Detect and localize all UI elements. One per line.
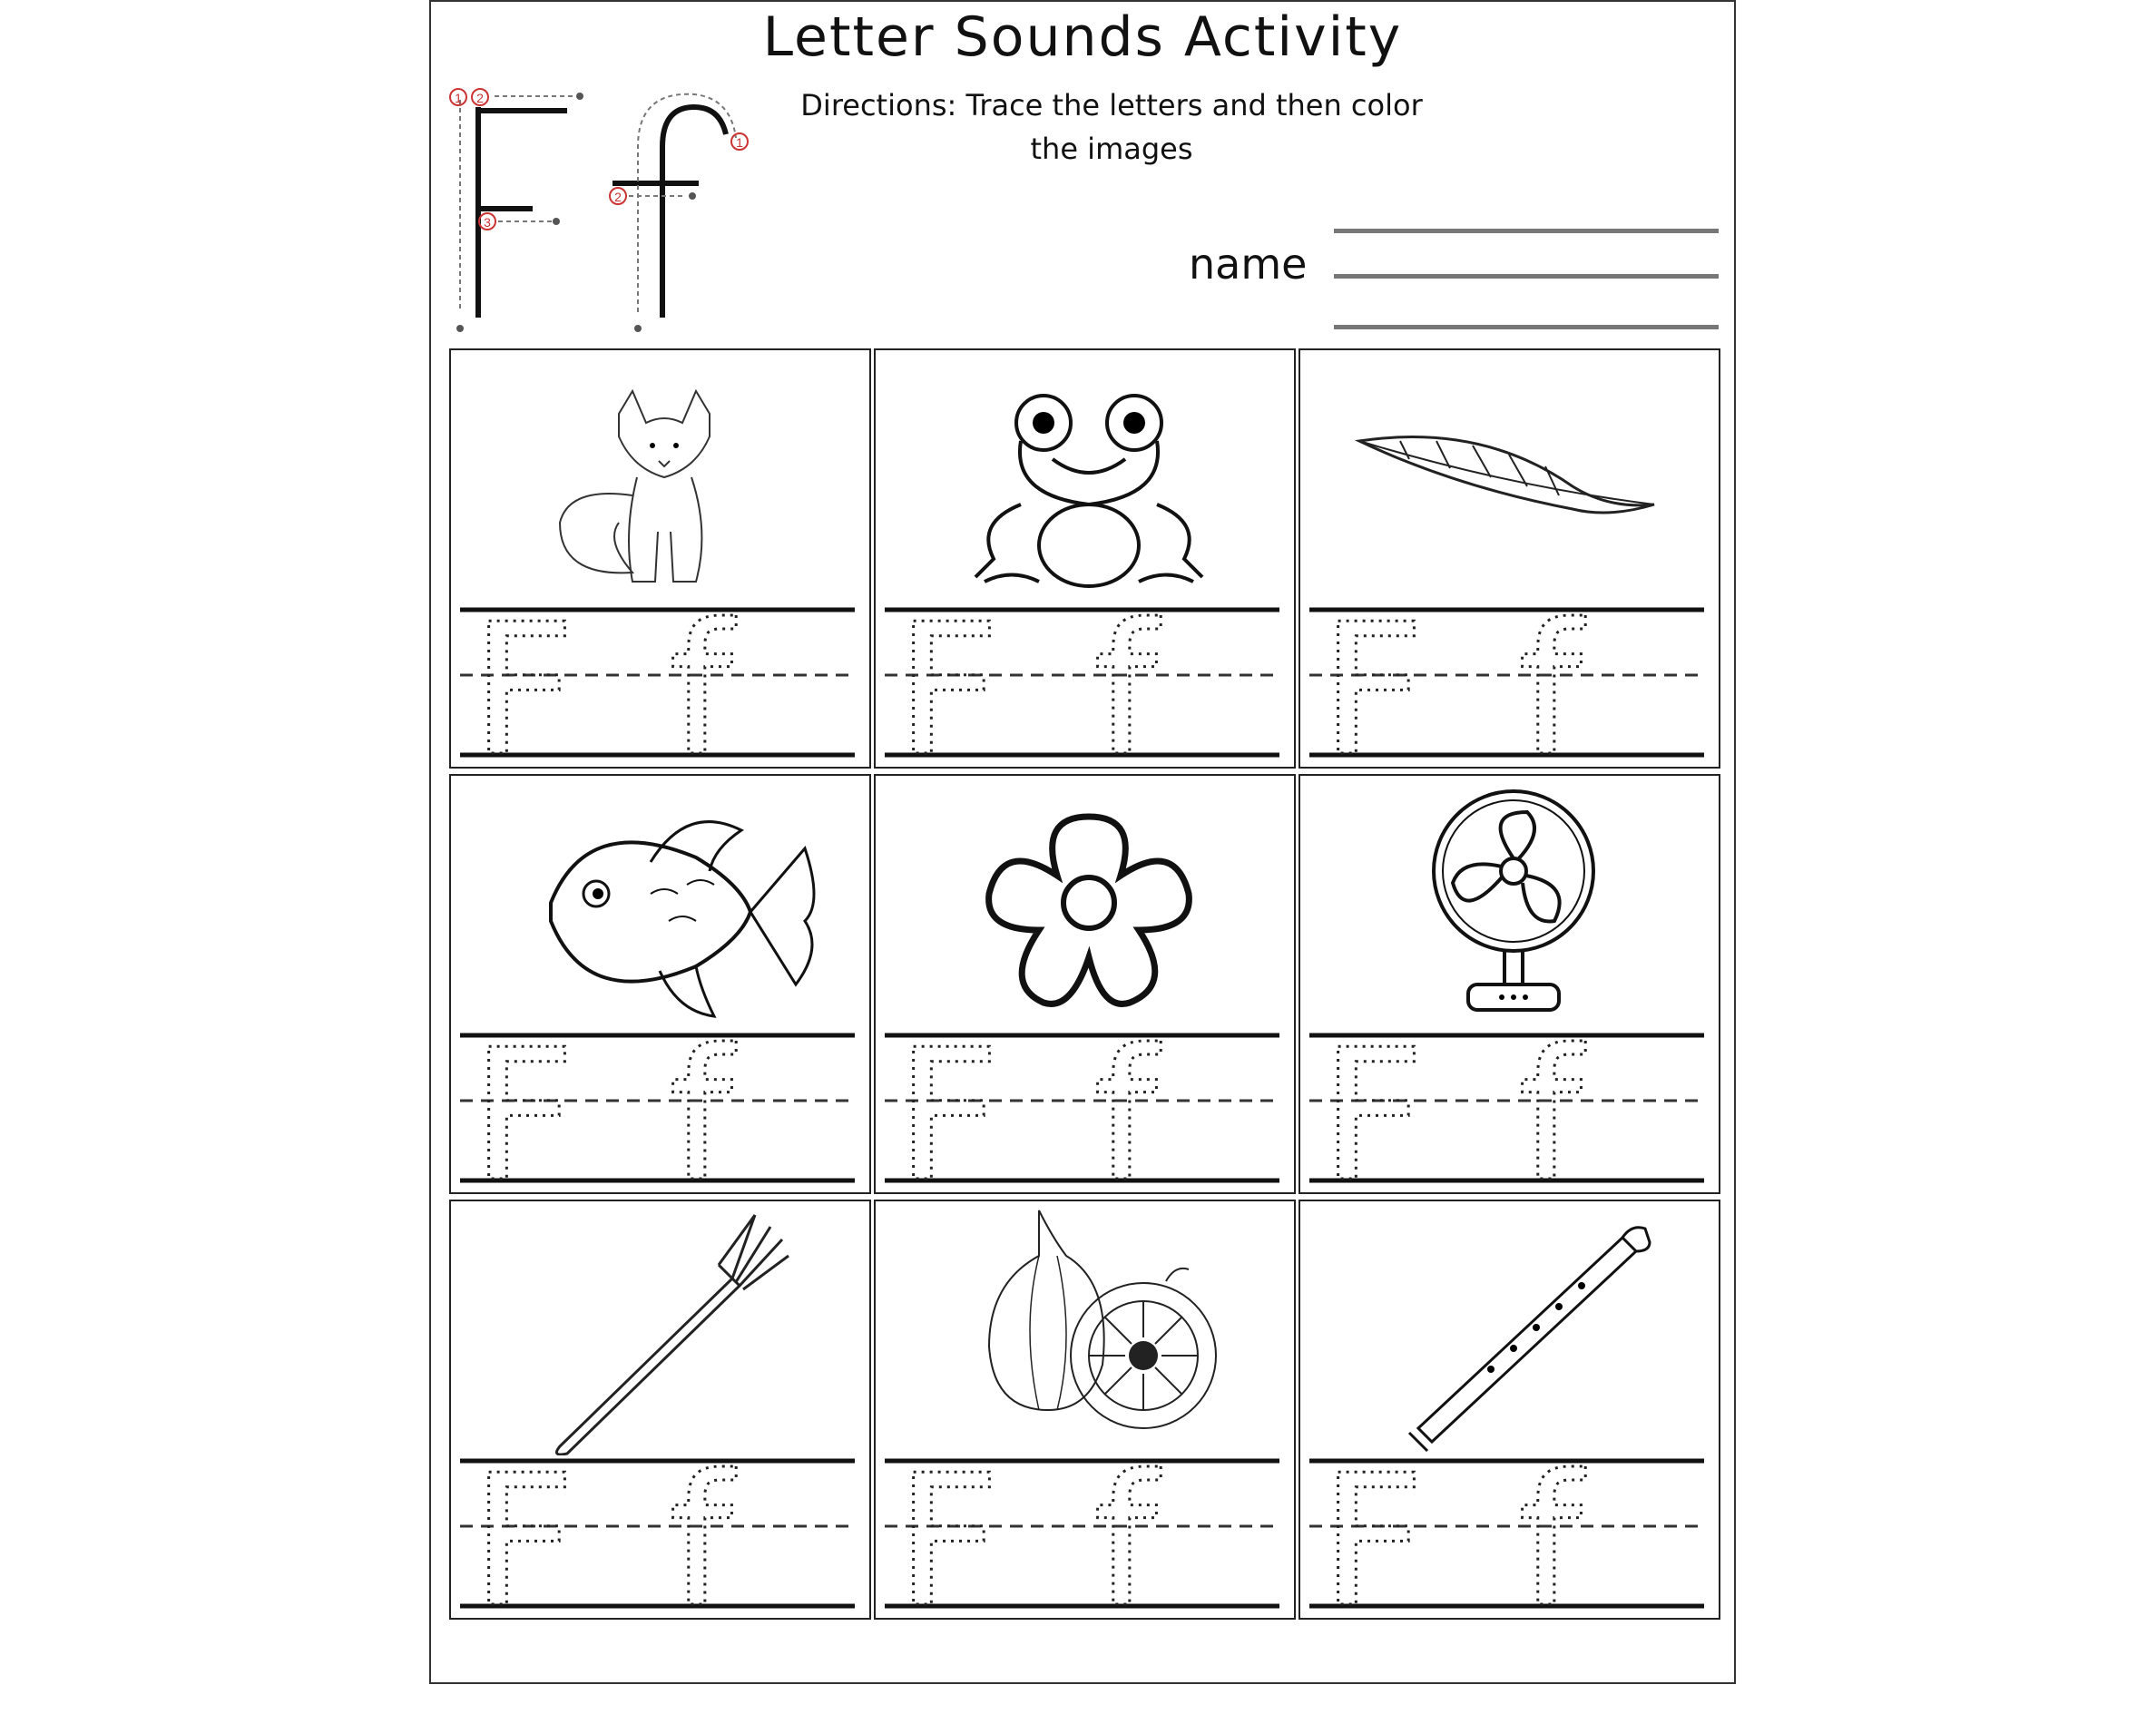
fox-icon — [451, 350, 873, 604]
tracing-lines[interactable] — [876, 1452, 1298, 1620]
dotted-uppercase-letter: F — [1320, 1026, 1426, 1194]
dotted-uppercase-letter: F — [1320, 1452, 1426, 1620]
name-label: name — [1189, 240, 1308, 289]
picture-cell — [449, 774, 871, 1194]
name-line[interactable] — [1334, 274, 1719, 279]
tracing-lines[interactable] — [451, 1026, 873, 1194]
dotted-lowercase-letter: f — [1518, 1452, 1583, 1620]
picture-cell — [874, 1200, 1296, 1620]
fish-icon — [451, 776, 873, 1030]
dotted-uppercase-letter: F — [1320, 601, 1426, 769]
dotted-lowercase-letter: f — [1518, 1026, 1583, 1194]
picture-cell — [449, 348, 871, 769]
lowercase-f-guide — [610, 94, 748, 332]
dotted-uppercase-letter: F — [896, 1452, 1001, 1620]
flute-icon — [1300, 1201, 1722, 1455]
fig-icon — [876, 1201, 1298, 1455]
fan-icon — [1300, 776, 1722, 1030]
name-line — [1334, 325, 1719, 329]
stroke-number: 1 — [455, 91, 462, 105]
tracing-lines[interactable] — [451, 1452, 873, 1620]
dotted-uppercase-letter: F — [896, 601, 1001, 769]
stroke-number: 2 — [476, 91, 484, 105]
tracing-lines[interactable] — [1300, 601, 1722, 769]
dotted-lowercase-letter: f — [669, 601, 733, 769]
picture-cell — [1298, 774, 1720, 1194]
picture-cell — [874, 774, 1296, 1194]
dotted-lowercase-letter: f — [1093, 1452, 1158, 1620]
name-line — [1334, 229, 1719, 233]
dotted-uppercase-letter: F — [471, 1452, 576, 1620]
uppercase-f-guide — [450, 89, 583, 332]
dotted-lowercase-letter: f — [1518, 601, 1583, 769]
dotted-lowercase-letter: f — [669, 1026, 733, 1194]
worksheet — [429, 0, 1736, 1684]
frog-icon — [876, 350, 1298, 604]
dotted-lowercase-letter: f — [1093, 601, 1158, 769]
tracing-lines[interactable] — [1300, 1026, 1722, 1194]
stroke-number: 1 — [736, 135, 743, 150]
picture-cell — [449, 1200, 871, 1620]
feather-icon — [1300, 350, 1722, 604]
tracing-lines[interactable] — [1300, 1452, 1722, 1620]
tracing-lines[interactable] — [876, 601, 1298, 769]
fork-icon — [451, 1201, 873, 1455]
dotted-lowercase-letter: f — [1093, 1026, 1158, 1194]
dotted-uppercase-letter: F — [896, 1026, 1001, 1194]
tracing-lines[interactable] — [451, 601, 873, 769]
dotted-uppercase-letter: F — [471, 1026, 576, 1194]
letter-stroke-guide — [431, 74, 758, 347]
dotted-lowercase-letter: f — [669, 1452, 733, 1620]
flower-icon — [876, 776, 1298, 1030]
stroke-number: 3 — [484, 215, 491, 230]
picture-cell — [1298, 1200, 1720, 1620]
directions-text: Directions: Trace the letters and then color the images — [800, 88, 1423, 166]
page-title: Letter Sounds Activity — [762, 5, 1403, 69]
tracing-lines[interactable] — [876, 1026, 1298, 1194]
picture-cell — [1298, 348, 1720, 769]
stroke-number: 2 — [614, 190, 622, 204]
dotted-uppercase-letter: F — [471, 601, 576, 769]
picture-cell — [874, 348, 1296, 769]
